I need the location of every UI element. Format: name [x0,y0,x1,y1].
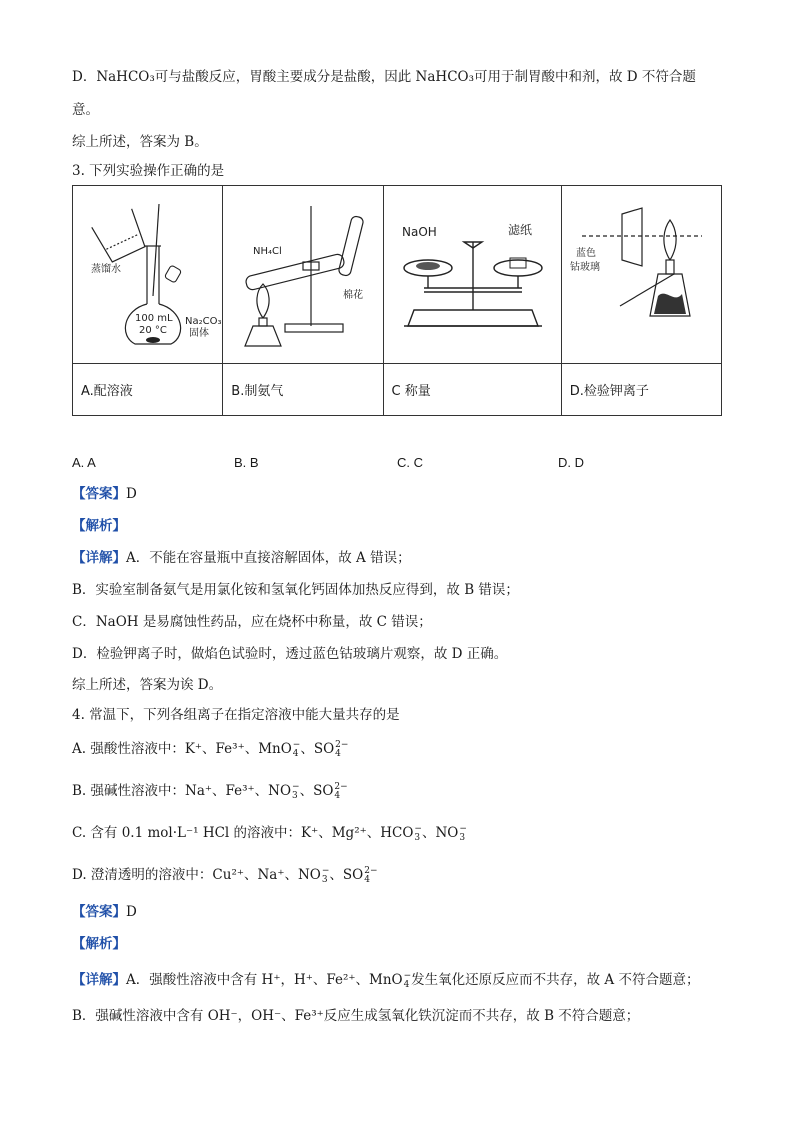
q4-answer: 【答案】D [72,904,137,920]
q4-detail-a: 【详解】A．强酸性溶液中含有 H⁺，H⁺、Fe²⁺、MnO − 4 发生氧化还原反应而不共存，故 A 不符合题意； [72,970,700,990]
figure-b [223,186,382,363]
solid-label: 固体 [189,328,209,339]
figure-a-cell [73,186,223,364]
q3-option-b[interactable]: B. B [234,455,259,470]
q4-option-c[interactable]: C. 含有 0.1 mol·L⁻¹ HCl 的溶液中：K⁺、Mg²⁺、HCO − 3 、NO − 3 [72,823,467,843]
prev-option-d: D．NaHCO₃可与盐酸反应，胃酸主要成分是盐酸，因此 NaHCO₃可用于制胃酸中和剂，故 D 不符合题 [72,69,696,85]
q3-option-a[interactable]: A. A [72,455,96,470]
q4-option-b[interactable]: B. 强碱性溶液中：Na⁺、Fe³⁺、NO − 3 、SO 2− 4 [72,781,348,801]
ammonia-apparatus-illustration [223,186,383,363]
solid-formula-label: Na₂CO₃ [185,316,222,327]
prev-summary: 综上所述，答案为 B。 [72,134,208,150]
q3-stem: 3. 下列实验操作正确的是 [72,163,225,179]
q3-detail-a: 【详解】A．不能在容量瓶中直接溶解固体，故 A 错误； [72,550,411,566]
filter-paper-label: 滤纸 [507,223,532,237]
figure-d [562,186,721,363]
q3-figure-table [72,185,722,416]
caption-b: B.制氨气 [223,364,383,416]
q4-analysis: 【解析】 [72,936,126,952]
blue-label: 蓝色 [575,248,596,259]
q3-answer [72,485,137,503]
q3-option-c[interactable]: C. C [397,455,423,470]
figure-c-cell [383,186,561,364]
analysis-label: 【解析】 [72,518,126,534]
cotton-label: 棉花 [343,290,364,301]
q3-detail-c: C．NaOH 是易腐蚀性药品，应在烧杯中称量，故 C 错误； [72,614,432,630]
caption-c: C 称量 [383,364,561,416]
q4-option-a[interactable]: A. 强酸性溶液中：K⁺、Fe³⁺、MnO − 4 、SO 2− 4 [72,739,349,759]
volumetric-flask-illustration [73,186,223,363]
caption-a: A.配溶液 [73,364,223,416]
flask-volume-label: 100 mL [135,313,173,324]
distilled-water-label: 蒸馏水 [91,264,121,275]
cobalt-glass-label: 钴玻璃 [569,262,600,273]
q3-detail-b: B．实验室制备氨气是用氯化铵和氢氧化钙固体加热反应得到，故 B 错误； [72,582,519,598]
answer-value: D [126,486,137,502]
figure-c [384,186,561,363]
balance-illustration [384,186,562,363]
q4-option-d[interactable]: D. 澄清透明的溶液中：Cu²⁺、Na⁺、NO − 3 、SO 2− 4 [72,865,378,885]
figure-a [73,186,222,363]
nh4cl-label: NH₄Cl [253,246,283,257]
flame-test-illustration [562,186,722,363]
figure-b-cell [223,186,383,364]
flask-temp-label: 20 °C [139,325,167,336]
figure-d-cell [561,186,721,364]
q4-detail-b: B．强碱性溶液中含有 OH⁻，OH⁻、Fe³⁺反应生成氢氧化铁沉淀而不共存，故 B 不符合题意； [72,1008,640,1024]
prev-option-d-cont: 意。 [72,102,99,118]
q3-option-d[interactable]: D. D [558,455,584,470]
q3-detail-d: D．检验钾离子时，做焰色试验时，透过蓝色钴玻璃片观察，故 D 正确。 [72,646,508,662]
q4-stem: 4. 常温下，下列各组离子在指定溶液中能大量共存的是 [72,707,400,723]
answer-label: 【答案】 [72,486,126,502]
caption-d: D.检验钾离子 [561,364,721,416]
naoh-label: NaOH [401,225,437,239]
q3-summary: 综上所述，答案为诶 D。 [72,677,223,693]
detail-label: 【详解】 [72,550,126,566]
q3-analysis [72,517,126,535]
